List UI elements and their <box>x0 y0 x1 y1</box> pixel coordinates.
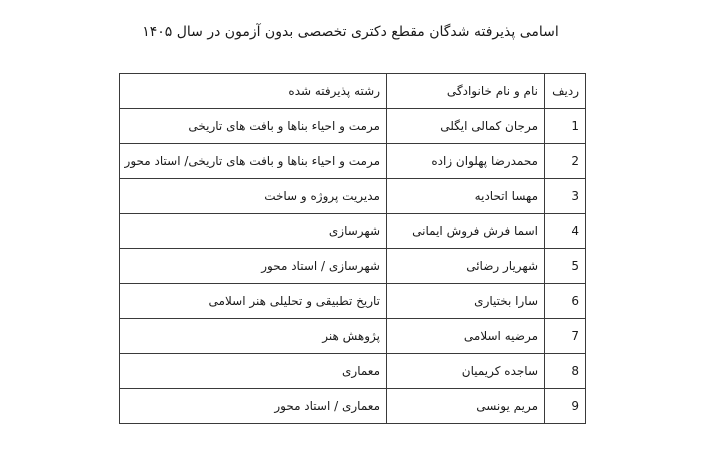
table-row <box>120 179 586 214</box>
row-number-cell: 8 <box>545 354 586 389</box>
row-number-cell: 7 <box>545 319 586 354</box>
row-number-cell: 2 <box>545 144 586 179</box>
full-name-cell: سارا بختیاری <box>387 284 545 319</box>
header-admitted-field: رشته پذیرفته شده <box>120 74 387 109</box>
admitted-field-cell: تاریخ تطبیقی و تحلیلی هنر اسلامی <box>120 284 387 319</box>
table-row <box>120 389 586 424</box>
row-number-cell: 1 <box>545 109 586 144</box>
header-full-name: نام و نام خانوادگی <box>387 74 545 109</box>
admitted-students-table <box>119 73 586 424</box>
admitted-field-cell: پژوهش هنر <box>120 319 387 354</box>
full-name-cell: مریم یونسی <box>387 389 545 424</box>
full-name-cell: اسما فرش فروش ایمانی <box>387 214 545 249</box>
page-title: اسامی پذیرفته شدگان مقطع دکتری تخصصی بدون آزمون در سال ۱۴۰۵ <box>142 24 559 40</box>
full-name-cell: محمدرضا پهلوان زاده <box>387 144 545 179</box>
admitted-field-cell: مرمت و احیاء بناها و بافت های تاریخی/ استاد محور <box>120 144 387 179</box>
admitted-field-cell: شهرسازی / استاد محور <box>120 249 387 284</box>
table-row <box>120 319 586 354</box>
table-header-row <box>120 74 586 109</box>
table-row <box>120 249 586 284</box>
table-row <box>120 284 586 319</box>
table-row <box>120 214 586 249</box>
full-name-cell: ساجده کریمیان <box>387 354 545 389</box>
full-name-cell: شهریار رضائی <box>387 249 545 284</box>
row-number-cell: 6 <box>545 284 586 319</box>
table-row <box>120 109 586 144</box>
row-number-cell: 3 <box>545 179 586 214</box>
admitted-field-cell: معماری <box>120 354 387 389</box>
admitted-field-cell: مرمت و احیاء بناها و بافت های تاریخی <box>120 109 387 144</box>
table-row <box>120 144 586 179</box>
admitted-field-cell: شهرسازی <box>120 214 387 249</box>
row-number-cell: 5 <box>545 249 586 284</box>
full-name-cell: مرجان کمالی ایگلی <box>387 109 545 144</box>
row-number-cell: 9 <box>545 389 586 424</box>
table-row <box>120 354 586 389</box>
admitted-field-cell: مدیریت پروژه و ساخت <box>120 179 387 214</box>
admitted-field-cell: معماری / استاد محور <box>120 389 387 424</box>
full-name-cell: مهسا اتحادیه <box>387 179 545 214</box>
row-number-cell: 4 <box>545 214 586 249</box>
header-row-number: ردیف <box>545 74 586 109</box>
full-name-cell: مرضیه اسلامی <box>387 319 545 354</box>
